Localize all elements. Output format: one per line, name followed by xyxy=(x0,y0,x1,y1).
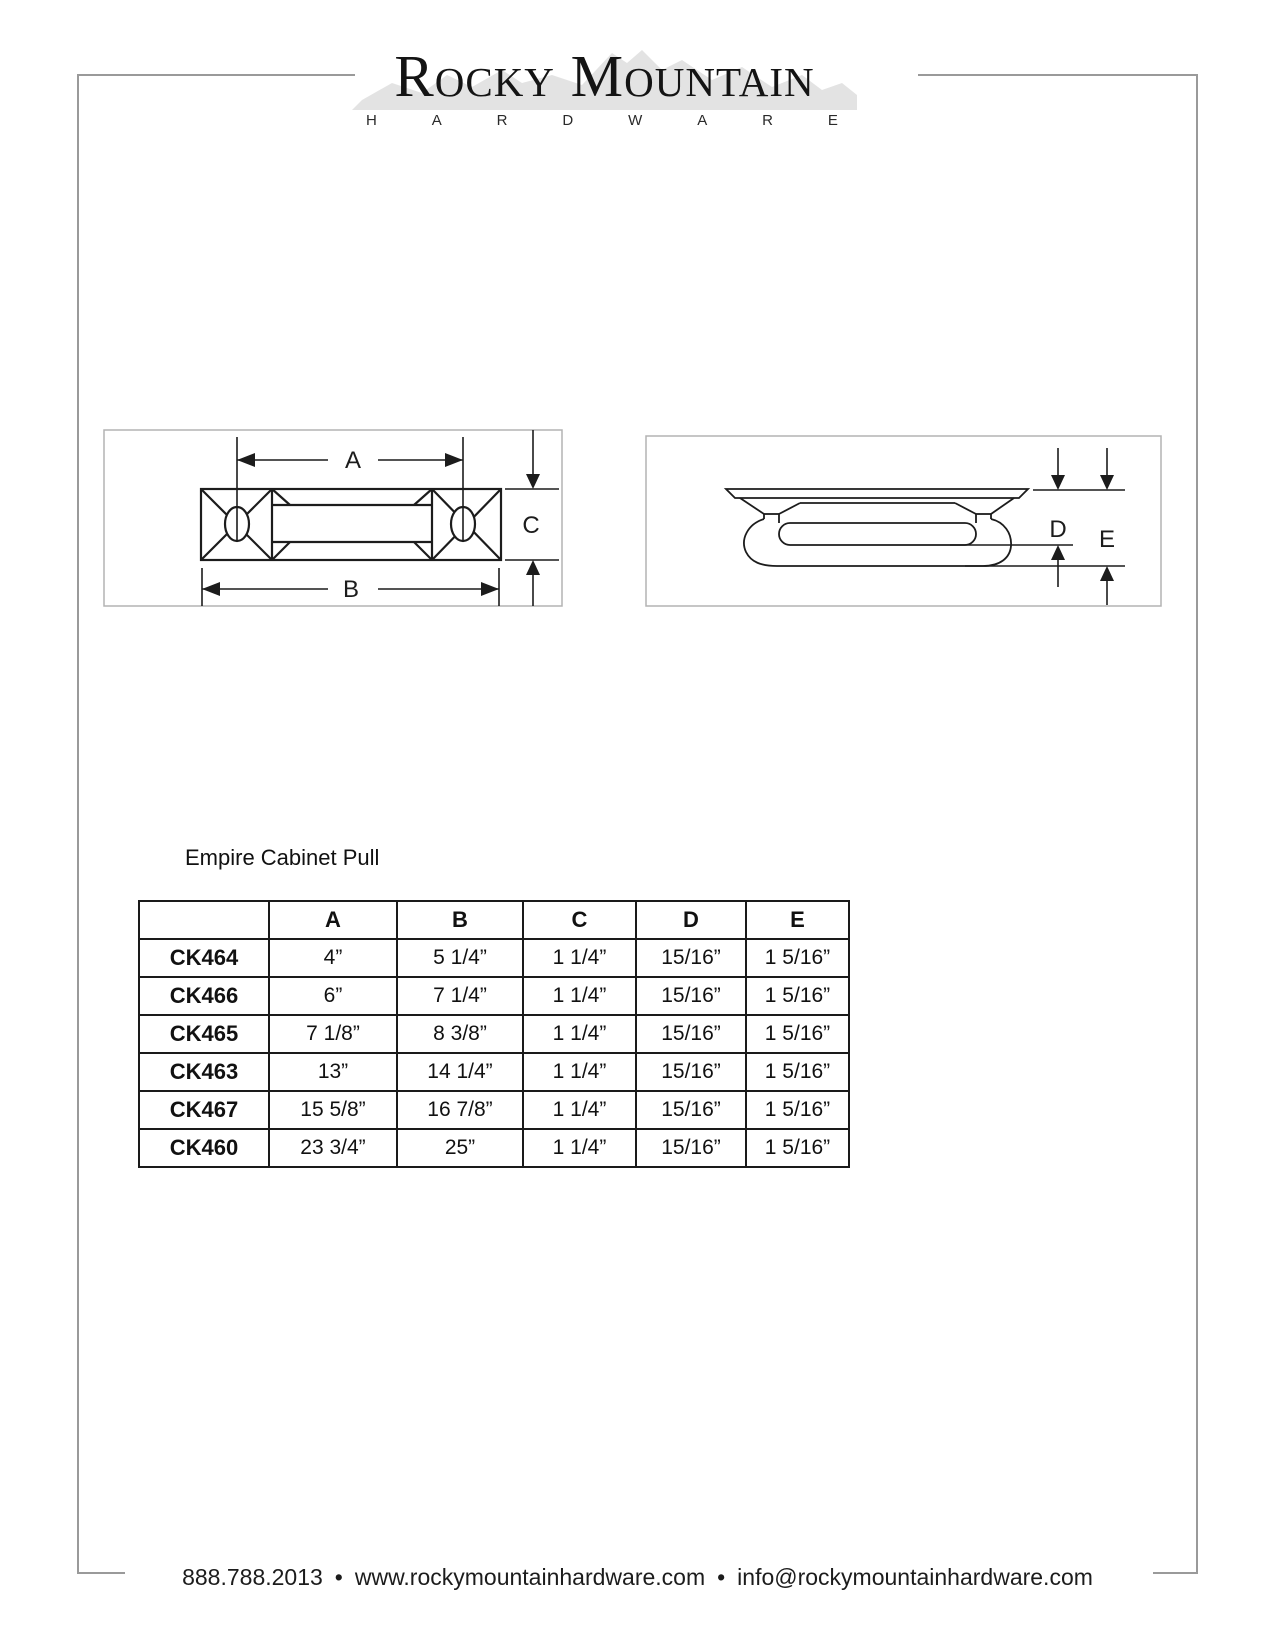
dim-e: 1 5/16” xyxy=(746,1015,849,1053)
dim-c: 1 1/4” xyxy=(523,1091,636,1129)
dim-a: 23 3/4” xyxy=(269,1129,397,1167)
dim-a: 13” xyxy=(269,1053,397,1091)
dim-label-d: D xyxy=(1049,516,1067,543)
dim-a: 7 1/8” xyxy=(269,1015,397,1053)
dim-label-a: A xyxy=(344,447,362,474)
table-row xyxy=(139,1091,849,1129)
dim-e: 1 5/16” xyxy=(746,939,849,977)
header-model xyxy=(139,901,269,939)
pull-front-drawing xyxy=(201,489,501,560)
header-e: E xyxy=(746,901,849,939)
dim-d: 15/16” xyxy=(636,1091,746,1129)
brand-letterboard: H A R D W A R E xyxy=(366,112,838,129)
footer-phone: 888.788.2013 xyxy=(182,1564,323,1590)
page-title: Empire Cabinet Pull xyxy=(185,845,380,870)
model-code: CK464 xyxy=(139,939,269,977)
dim-c: 1 1/4” xyxy=(523,1129,636,1167)
table-row xyxy=(139,1015,849,1053)
dim-e: 1 5/16” xyxy=(746,1129,849,1167)
table-row xyxy=(139,977,849,1015)
dim-b: 16 7/8” xyxy=(397,1091,523,1129)
footer-bullet: • xyxy=(717,1564,726,1590)
dim-a: 4” xyxy=(269,939,397,977)
dim-b: 7 1/4” xyxy=(397,977,523,1015)
footer-bullet: • xyxy=(334,1564,343,1590)
dim-d: 15/16” xyxy=(636,977,746,1015)
frame-border-left xyxy=(77,74,79,1574)
table-header-row xyxy=(139,901,849,939)
footer-contact-line xyxy=(77,1564,1198,1591)
frame-border-right xyxy=(1196,74,1198,1574)
dim-c: 1 1/4” xyxy=(523,977,636,1015)
table-row xyxy=(139,939,849,977)
frame-border-top-left xyxy=(77,74,355,76)
dim-a: 15 5/8” xyxy=(269,1091,397,1129)
dim-b: 8 3/8” xyxy=(397,1015,523,1053)
dim-c: 1 1/4” xyxy=(523,1053,636,1091)
front-diagram-box xyxy=(104,430,562,606)
dim-e: 1 5/16” xyxy=(746,1053,849,1091)
dimension-table xyxy=(138,900,850,1168)
dim-b: 14 1/4” xyxy=(397,1053,523,1091)
header-c: C xyxy=(523,901,636,939)
model-code: CK467 xyxy=(139,1091,269,1129)
dim-d: 15/16” xyxy=(636,939,746,977)
table-row xyxy=(139,1053,849,1091)
dim-d: 15/16” xyxy=(636,1015,746,1053)
footer-website: www.rockymountainhardware.com xyxy=(354,1564,706,1590)
dim-b: 25” xyxy=(397,1129,523,1167)
pull-side-drawing xyxy=(726,489,1028,566)
dimension-arrowheads-front xyxy=(202,453,540,596)
dim-d: 15/16” xyxy=(636,1053,746,1091)
dimension-lines-front xyxy=(202,430,559,606)
front-view-diagram xyxy=(103,429,563,607)
table-row xyxy=(139,1129,849,1167)
dim-a: 6” xyxy=(269,977,397,1015)
header-b: B xyxy=(397,901,523,939)
dim-label-c: C xyxy=(522,512,540,539)
header-a: A xyxy=(269,901,397,939)
side-view-diagram xyxy=(645,435,1162,607)
dim-e: 1 5/16” xyxy=(746,977,849,1015)
model-code: CK460 xyxy=(139,1129,269,1167)
dim-b: 5 1/4” xyxy=(397,939,523,977)
model-code: CK465 xyxy=(139,1015,269,1053)
dim-e: 1 5/16” xyxy=(746,1091,849,1129)
dim-c: 1 1/4” xyxy=(523,1015,636,1053)
dim-label-e: E xyxy=(1098,526,1116,553)
model-code: CK466 xyxy=(139,977,269,1015)
model-code: CK463 xyxy=(139,1053,269,1091)
dim-label-b: B xyxy=(342,576,360,603)
brand-wordmark: Rocky Mountain xyxy=(394,43,815,109)
side-diagram-box xyxy=(646,436,1161,606)
header-d: D xyxy=(636,901,746,939)
dim-c: 1 1/4” xyxy=(523,939,636,977)
dim-d: 15/16” xyxy=(636,1129,746,1167)
footer-email: info@rockymountainhardware.com xyxy=(737,1564,1093,1590)
frame-border-top-right xyxy=(918,74,1198,76)
